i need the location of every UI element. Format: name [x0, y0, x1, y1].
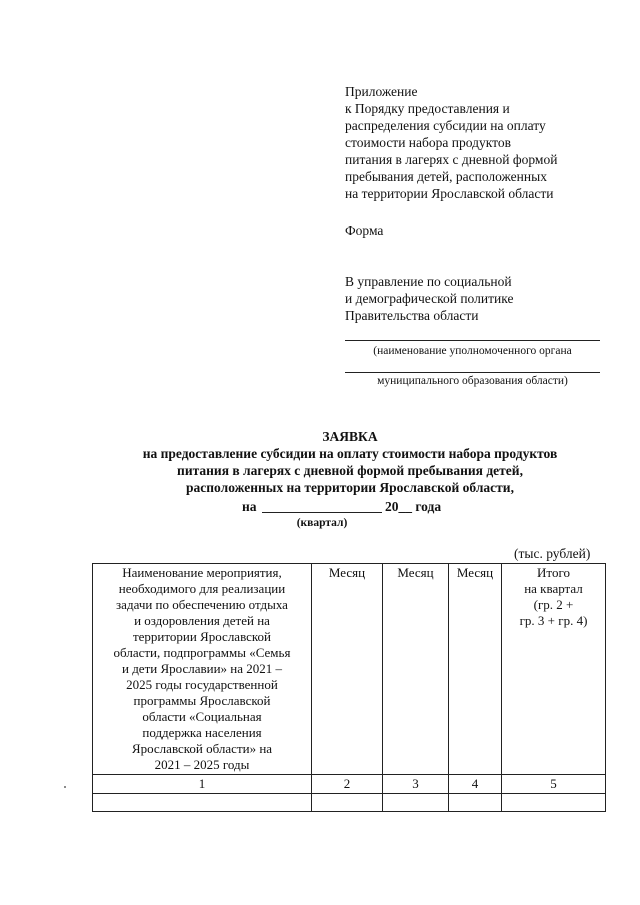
- title-line: питания в лагерях с дневной формой пребывания детей,: [177, 463, 523, 478]
- title-heading: ЗАЯВКА: [322, 429, 378, 444]
- header-line: (гр. 2 +: [533, 597, 574, 612]
- appendix-line: к Порядку предоставления и: [345, 101, 510, 116]
- header-line: необходимого для реализации: [118, 581, 286, 596]
- header-line: 2025 годы государственной: [126, 677, 278, 692]
- header-line: задачи по обеспечению отдыха: [116, 597, 288, 612]
- scan-speck: [64, 786, 66, 788]
- column-number: 2: [312, 775, 383, 794]
- table-row: [93, 794, 606, 812]
- table-header-row: [93, 564, 606, 775]
- table-cell[interactable]: [383, 794, 449, 812]
- appendix-line: пребывания детей, расположенных: [345, 169, 547, 184]
- column-number: 4: [449, 775, 502, 794]
- addressee-line: Правительства области: [345, 308, 479, 323]
- header-line: Итого: [537, 565, 570, 580]
- header-line: на квартал: [524, 581, 583, 596]
- table-cell[interactable]: [449, 794, 502, 812]
- fill-in-line-2[interactable]: [345, 372, 600, 373]
- period-year: 20__ года: [385, 499, 442, 514]
- header-month-1: Месяц: [312, 564, 383, 775]
- header-line: программы Ярославской: [133, 693, 271, 708]
- form-label: Форма: [345, 223, 384, 238]
- table-cell[interactable]: [312, 794, 383, 812]
- appendix-block: [345, 83, 557, 202]
- header-line: и оздоровления детей на: [134, 613, 270, 628]
- header-line: Ярославской области» на: [131, 741, 273, 756]
- request-table: [92, 563, 606, 812]
- header-line: области «Социальная: [142, 709, 262, 724]
- quarter-fill-line[interactable]: [262, 512, 382, 513]
- title-line: расположенных на территории Ярославской области,: [186, 480, 514, 495]
- header-line: территории Ярославской: [132, 629, 272, 644]
- column-number: 3: [383, 775, 449, 794]
- header-month-3: Месяц: [449, 564, 502, 775]
- appendix-line: распределения субсидии на оплату: [345, 118, 546, 133]
- header-line: и дети Ярославии» на 2021 –: [121, 661, 283, 676]
- table-cell[interactable]: [502, 794, 606, 812]
- header-line: Наименование мероприятия,: [122, 565, 282, 580]
- appendix-line: стоимости набора продуктов: [345, 135, 511, 150]
- header-line: гр. 3 + гр. 4): [519, 613, 588, 628]
- period-prefix: на: [242, 499, 257, 514]
- table-cell[interactable]: [93, 794, 312, 812]
- header-line: 2021 – 2025 годы: [154, 757, 250, 772]
- header-line: поддержка населения: [142, 725, 262, 740]
- application-title: [100, 428, 600, 496]
- addressee-line: и демографической политике: [345, 291, 514, 306]
- addressee-block: [345, 273, 513, 324]
- header-month-2: Месяц: [383, 564, 449, 775]
- title-line: на предоставление субсидии на оплату стоимости набора продуктов: [142, 446, 558, 461]
- column-number: 1: [93, 775, 312, 794]
- header-line: области, подпрограммы «Семья: [113, 645, 291, 660]
- units-label: (тыс. рублей): [514, 546, 591, 561]
- column-number-row: [93, 775, 606, 794]
- header-activity-name: [93, 564, 312, 775]
- appendix-line: на территории Ярославской области: [345, 186, 554, 201]
- header-quarter-total: [502, 564, 606, 775]
- addressee-line: В управление по социальной: [345, 274, 512, 289]
- caption-municipality: муниципального образования области): [377, 375, 568, 387]
- appendix-line: питания в лагерях с дневной формой: [345, 152, 558, 167]
- appendix-line: Приложение: [345, 84, 418, 99]
- caption-authority-name: (наименование уполномоченного органа: [373, 345, 572, 357]
- fill-in-line-1[interactable]: [345, 340, 600, 341]
- quarter-caption: (квартал): [296, 517, 348, 529]
- column-number: 5: [502, 775, 606, 794]
